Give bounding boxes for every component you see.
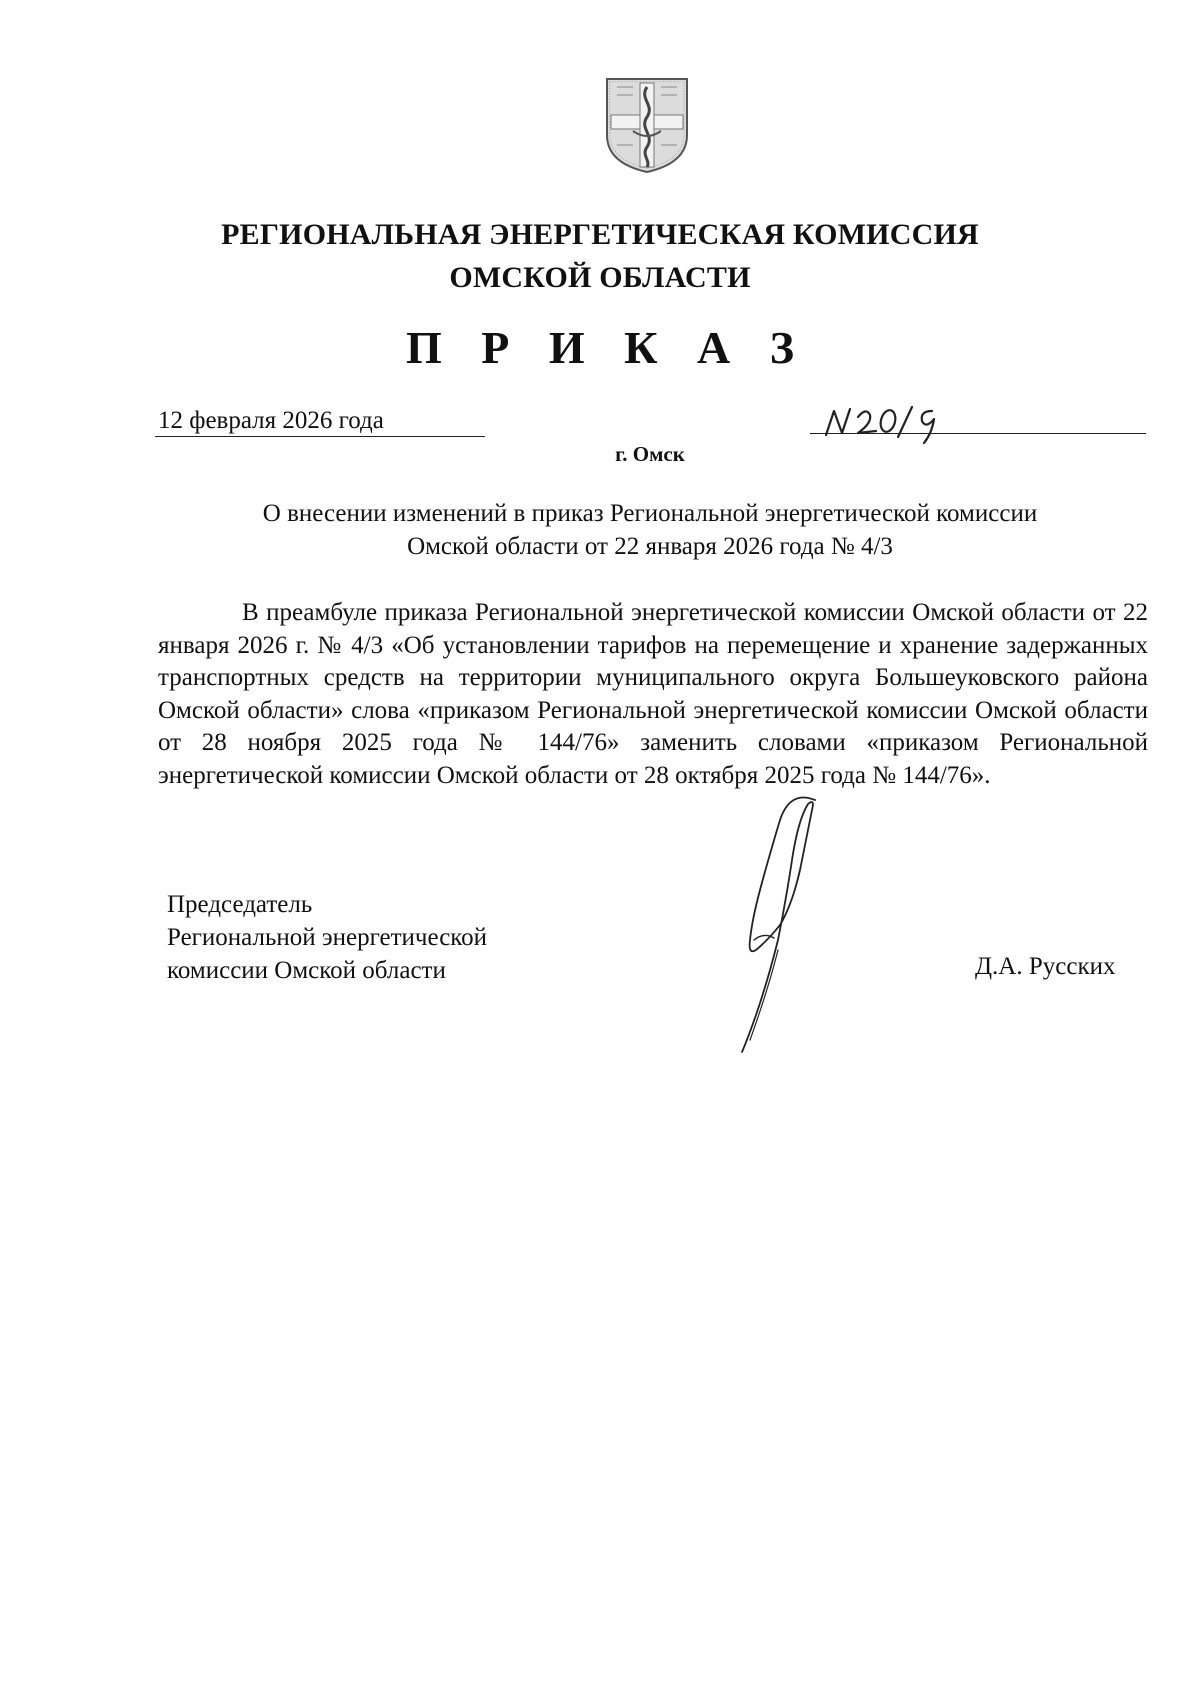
order-date: 12 февраля 2026 года xyxy=(158,407,384,434)
organization-name-line1: РЕГИОНАЛЬНАЯ ЭНЕРГЕТИЧЕСКАЯ КОМИССИЯ xyxy=(221,218,979,251)
handwritten-signature-icon xyxy=(720,790,840,1060)
signer-position-line3: комиссии Омской области xyxy=(167,957,446,984)
date-underline xyxy=(155,436,485,437)
signer-position-line1: Председатель xyxy=(167,891,313,918)
order-subject-line2: Омской области от 22 января 2026 года № 4/3 xyxy=(407,533,893,560)
order-body-paragraph: В преамбуле приказа Региональной энергетической комиссии Омской области от 22 января 2026 г. № 4/3 «Об установлении тарифов на перемещение и хранение задержанных транспортных средств на территории муниципального округа Большеуковского района Омской области» слова «приказом Региональной энергетической комиссии Омской области от 28 ноября 2025 года № 144/76» заменить словами «приказом Региональной энергетической комиссии Омской области от 28 октября 2025 года № 144/76». xyxy=(158,599,1148,789)
coat-of-arms-icon xyxy=(603,75,691,175)
order-subject-line1: О внесении изменений в приказ Региональной энергетической комиссии xyxy=(262,500,1038,527)
document-type-title: П Р И К А З xyxy=(405,322,808,373)
number-underline xyxy=(810,433,1146,434)
city: г. Омск xyxy=(615,442,685,466)
organization-name-line2: ОМСКОЙ ОБЛАСТИ xyxy=(449,261,751,294)
signer-position xyxy=(167,888,487,987)
order-subject xyxy=(120,497,1180,563)
signer-name: Д.А. Русских xyxy=(975,953,1116,980)
signer-position-line2: Региональной энергетической xyxy=(167,924,488,951)
